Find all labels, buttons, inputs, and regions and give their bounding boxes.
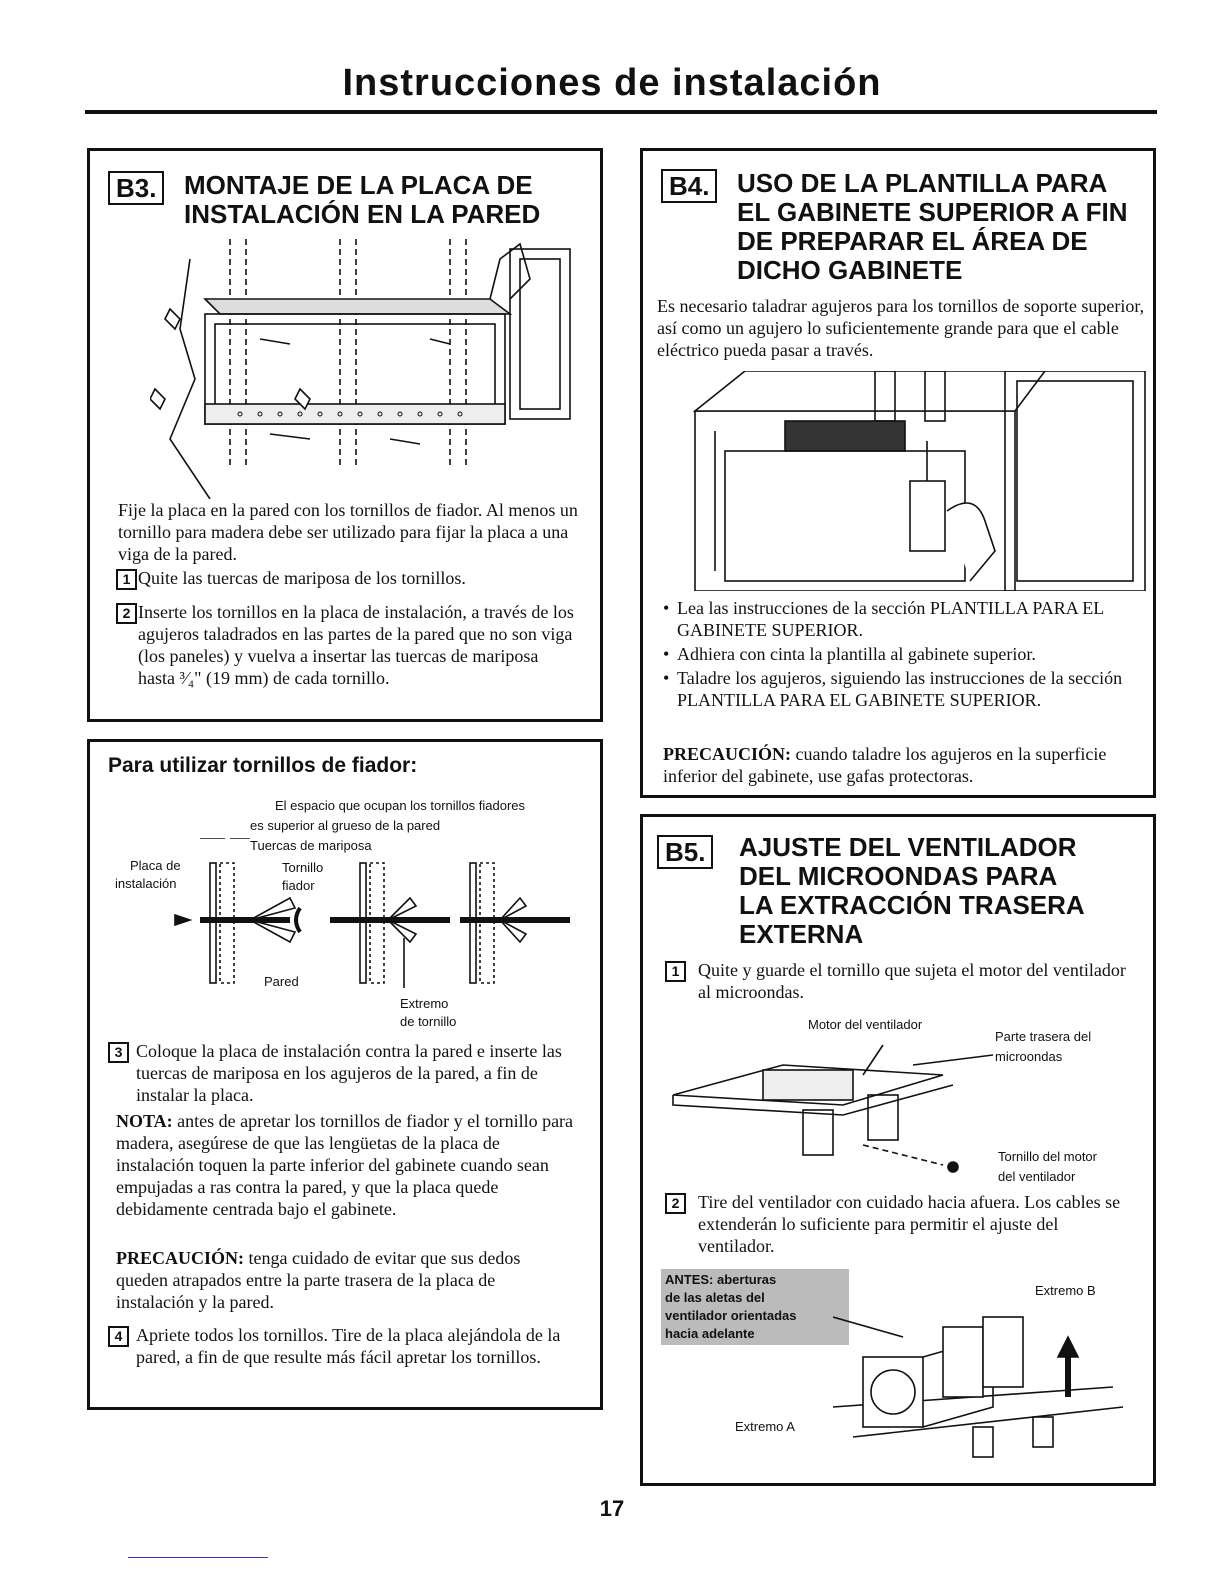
b4-bullets <box>661 597 1141 713</box>
toggle-step4: Apriete todos los tornillos. Tire de la placa alejándola de la pared, a fin de que resulte más fácil apretar los tornillos. <box>136 1325 561 1367</box>
toggle-bolt-illustration <box>170 838 570 988</box>
label-nuts: Tuercas de mariposa <box>250 838 372 853</box>
label-wall: Pared <box>264 974 299 989</box>
label-end-b: Extremo B <box>1035 1283 1096 1298</box>
section-b4 <box>640 148 1156 798</box>
section-b5 <box>640 814 1156 1486</box>
section-title-b5: AJUSTE DEL VENTILADOR DEL MICROONDAS PARA LA EXTRACCIÓN TRASERA EXTERNA <box>739 832 1085 949</box>
section-title-b4: USO DE LA PLANTILLA PARA EL GABINETE SUPERIOR A FIN DE PREPARAR EL ÁREA DE DICHO GABINETE <box>737 168 1128 285</box>
section-code-b4: B4. <box>661 169 717 203</box>
label-motor: Motor del ventilador <box>808 1017 923 1032</box>
toggle-caution: PRECAUCIÓN: tenga cuidado de evitar que sus dedos queden atrapados entre la parte trasera de la placa de instalación y la pared. <box>116 1248 521 1312</box>
b3-step1-num: 1 <box>116 569 137 590</box>
label-screw-2: del ventilador <box>998 1169 1076 1184</box>
label-plate-1: Placa de <box>130 858 181 873</box>
label-space-2: es superior al grueso de la pared <box>250 818 441 833</box>
page-number: 17 <box>599 1496 625 1521</box>
b4-intro: Es necesario taladrar agujeros para los tornillos de soporte superior, así como un agujero lo suficientemente grande para que el cable eléctrico pueda pasar a través. <box>657 296 1145 360</box>
section-code-b3: B3. <box>108 171 164 205</box>
b5-step1: Quite y guarde el tornillo que sujeta el motor del ventilador al microondas. <box>698 960 1126 1002</box>
b3-step1: Quite las tuercas de mariposa de los tornillos. <box>138 568 466 588</box>
section-title-b3: MONTAJE DE LA PLACA DE INSTALACIÓN EN LA PARED <box>184 170 541 229</box>
toggle-note: NOTA: antes de apretar los tornillos de fiador y el tornillo para madera, asegúrese de que las lengüetas de la placa de instalación toquen la parte inferior del gabinete cuando sean empujadas a ras contra la pared, y que la placa quede debidamente centrada bajo el gabinete. <box>116 1111 574 1219</box>
page-title: Instrucciones de instalación <box>342 62 882 104</box>
footer-link-line <box>128 1557 268 1558</box>
section-code-b5: B5. <box>657 835 713 869</box>
mounting-plate-illustration <box>150 239 590 499</box>
label-plate-2: instalación <box>115 876 177 891</box>
b4-bullet: • Taladre los agujeros, siguiendo las instrucciones de la sección PLANTILLA PARA EL GABINETE SUPERIOR. <box>661 667 1141 711</box>
label-bolt-2: fiador <box>282 878 315 893</box>
toggle-step3: Coloque la placa de instalación contra la pared e inserte las tuercas de mariposa en los agujeros de la pared, a fin de instalar la placa. <box>136 1041 562 1105</box>
b4-bullet: • Adhiera con cinta la plantilla al gabinete superior. <box>661 643 1141 665</box>
section-b3 <box>87 148 603 722</box>
label-space: El espacio que ocupan los tornillos fiadores <box>275 798 526 813</box>
label-end-1: Extremo <box>400 996 449 1011</box>
b5-step1-num: 1 <box>665 961 686 982</box>
b5-step2-num: 2 <box>665 1193 686 1214</box>
toggle-heading: Para utilizar tornillos de fiador: <box>108 754 418 777</box>
b3-step2: Inserte los tornillos en la placa de instalación, a través de los agujeros taladrados en las partes de la pared que no son viga (los paneles) y vuelva a insertar las tuercas de mariposa hasta ³⁄₄" (19 mm) de cada tornillo. <box>138 602 574 688</box>
section-toggle-bolts <box>87 739 603 1410</box>
b5-step2: Tire del ventilador con cuidado hacia afuera. Los cables se extenderán lo suficiente para permitir el ajuste del ventilador. <box>698 1192 1121 1256</box>
toggle-step4-num: 4 <box>108 1326 129 1347</box>
title-rule <box>85 110 1157 114</box>
fan-motor-illustration <box>663 1035 1083 1185</box>
label-back-1: Parte trasera del <box>995 1029 1092 1044</box>
toggle-step3-num: 3 <box>108 1042 129 1063</box>
b4-caution: PRECAUCIÓN: cuando taladre los agujeros en la superficie inferior del gabinete, use gafas protectoras. <box>663 744 1107 786</box>
label-end-2: de tornillo <box>400 1014 457 1029</box>
label-bolt-1: Tornillo <box>282 860 324 875</box>
label-back-2: microondas <box>995 1049 1063 1064</box>
cabinet-drill-illustration <box>685 371 1155 591</box>
label-end-a: Extremo A <box>735 1419 795 1434</box>
before-note: ANTES: aberturas de las aletas del ventilador orientadas hacia adelante <box>661 1269 849 1345</box>
b3-intro: Fije la placa en la pared con los tornillos de fiador. Al menos un tornillo para madera debe ser utilizado para fijar la placa a una viga de la pared. <box>118 500 578 564</box>
b4-bullet: • Lea las instrucciones de la sección PLANTILLA PARA EL GABINETE SUPERIOR. <box>661 597 1141 641</box>
b3-step2-num: 2 <box>116 603 137 624</box>
fan-adjust-illustration <box>833 1297 1133 1467</box>
label-screw-1: Tornillo del motor <box>998 1149 1097 1164</box>
